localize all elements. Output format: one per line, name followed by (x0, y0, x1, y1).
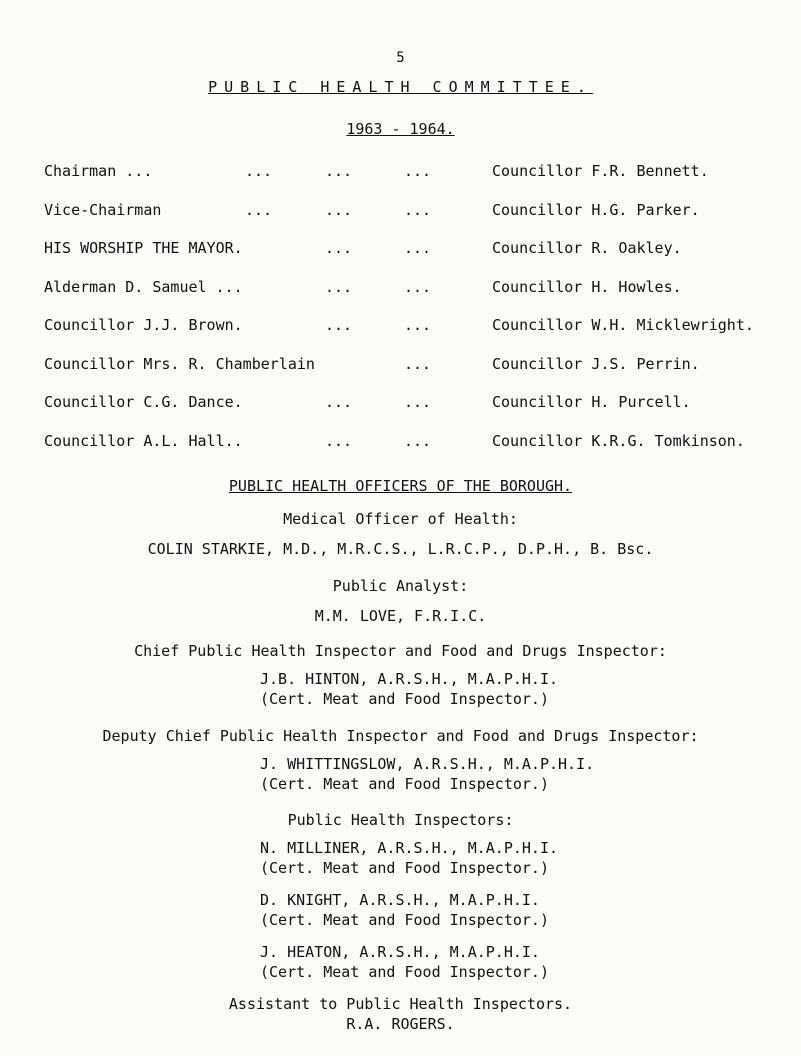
dot-leader: ... (404, 316, 432, 334)
dot-leader: ... (404, 393, 432, 411)
inspector-name: N. MILLINER, A.R.S.H., M.A.P.H.I. (260, 839, 559, 857)
committee-member-right: Councillor W.H. Micklewright. (492, 316, 754, 334)
committee-member-left: Councillor J.J. Brown. (44, 316, 243, 334)
page-title: PUBLIC HEALTH COMMITTEE. (208, 78, 593, 96)
committee-row (44, 278, 801, 317)
chief-inspector-cert: (Cert. Meat and Food Inspector.) (260, 690, 549, 708)
analyst-name: M.M. LOVE, F.R.I.C. (314, 607, 487, 625)
dot-leader: ... (325, 162, 353, 180)
committee-member-right: Councillor H. Howles. (492, 277, 682, 296)
committee-member-right: Councillor J.S. Perrin. (492, 354, 700, 373)
committee-row (44, 393, 801, 432)
dot-leader: ... (245, 162, 273, 180)
officers-heading: PUBLIC HEALTH OFFICERS OF THE BOROUGH. (228, 477, 573, 495)
committee-row (44, 355, 801, 394)
committee-list (44, 162, 801, 470)
dot-leader: ... (325, 393, 353, 411)
chief-inspector-label: Chief Public Health Inspector and Food and Drugs Inspector: (134, 642, 667, 660)
dot-leader: ... (325, 277, 353, 296)
committee-member-right: Councillor K.R.G. Tomkinson. (492, 431, 745, 450)
committee-member-right: Councillor R. Oakley. (492, 239, 682, 257)
inspector-name: J. HEATON, A.R.S.H., M.A.P.H.I. (260, 943, 540, 961)
dot-leader: ... (404, 431, 432, 450)
committee-member-left: Councillor C.G. Dance. (44, 393, 243, 411)
dot-leader: ... (404, 354, 432, 373)
committee-row (44, 162, 801, 201)
dot-leader: ... (404, 277, 432, 296)
committee-member-left: Vice-Chairman (44, 200, 162, 219)
deputy-inspector-label: Deputy Chief Public Health Inspector and Food and Drugs Inspector: (102, 727, 699, 745)
committee-member-right: Councillor H. Purcell. (492, 393, 691, 411)
committee-member-left: Councillor Mrs. R. Chamberlain (44, 354, 315, 373)
committee-row (44, 239, 801, 278)
moh-name: COLIN STARKIE, M.D., M.R.C.S., L.R.C.P., D.P.H., B. Bsc. (147, 540, 654, 558)
dot-leader: ... (325, 316, 353, 334)
committee-member-left: Alderman D. Samuel ... (44, 277, 243, 296)
committee-member-left: Councillor A.L. Hall.. (44, 431, 243, 450)
inspector-name: D. KNIGHT, A.R.S.H., M.A.P.H.I. (260, 891, 540, 909)
moh-label: Medical Officer of Health: (283, 510, 518, 528)
page-number: 5 (396, 50, 405, 66)
inspectors-label: Public Health Inspectors: (287, 811, 514, 829)
committee-member-right: Councillor F.R. Bennett. (492, 162, 709, 180)
committee-member-right: Councillor H.G. Parker. (492, 200, 700, 219)
deputy-inspector-cert: (Cert. Meat and Food Inspector.) (260, 775, 549, 793)
analyst-label: Public Analyst: (332, 577, 469, 595)
inspector-cert: (Cert. Meat and Food Inspector.) (260, 911, 549, 929)
deputy-inspector-name: J. WHITTINGSLOW, A.R.S.H., M.A.P.H.I. (260, 755, 595, 773)
assistant-name: R.A. ROGERS. (346, 1015, 455, 1033)
committee-member-left: Chairman ... (44, 162, 153, 180)
dot-leader: ... (325, 239, 353, 257)
chief-inspector-name: J.B. HINTON, A.R.S.H., M.A.P.H.I. (260, 670, 559, 688)
committee-row (44, 432, 801, 471)
assistant-label: Assistant to Public Health Inspectors. (228, 995, 573, 1013)
committee-member-left: HIS WORSHIP THE MAYOR. (44, 239, 243, 257)
dot-leader: ... (404, 239, 432, 257)
dot-leader: ... (325, 200, 353, 219)
dot-leader: ... (404, 200, 432, 219)
dot-leader: ... (325, 431, 353, 450)
inspector-cert: (Cert. Meat and Food Inspector.) (260, 963, 549, 981)
dot-leader: ... (404, 162, 432, 180)
inspector-cert: (Cert. Meat and Food Inspector.) (260, 859, 549, 877)
year-range: 1963 - 1964. (346, 120, 455, 138)
dot-leader: ... (245, 200, 273, 219)
committee-row (44, 316, 801, 355)
committee-row (44, 201, 801, 240)
